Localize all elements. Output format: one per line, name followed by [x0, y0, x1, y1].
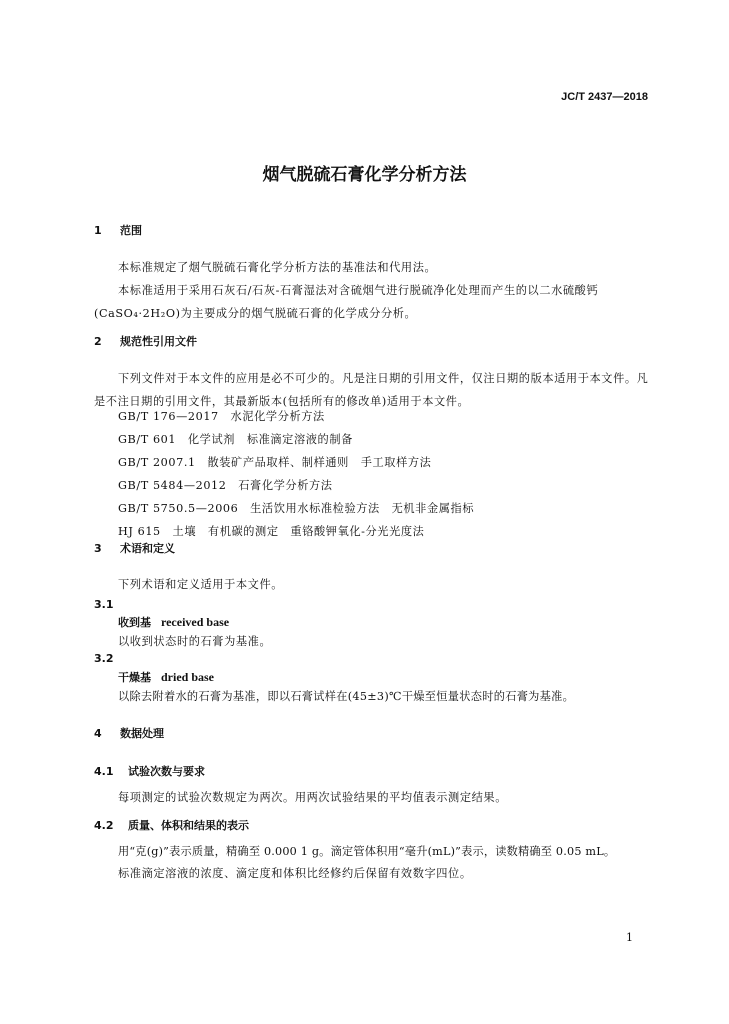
- section-title: 规范性引用文件: [120, 335, 197, 348]
- section-3-intro: 下列术语和定义适用于本文件。: [118, 578, 284, 591]
- term-3-1-definition: 以收到状态时的石膏为基准。: [118, 635, 272, 648]
- reference-item: GB/T 176—2017 水泥化学分析方法: [118, 410, 325, 423]
- term-zh: 收到基: [118, 616, 151, 629]
- term-zh: 干燥基: [118, 671, 151, 684]
- standard-code: JC/T 2437—2018: [561, 91, 648, 103]
- section-3-heading: [94, 540, 175, 556]
- subsection-4-2-paragraph-2: 标准滴定溶液的浓度、滴定度和体积比经修约后保留有效数字四位。: [118, 867, 472, 880]
- section-1-heading: [94, 222, 142, 238]
- reference-item: HJ 615 土壤 有机碳的测定 重铬酸钾氧化-分光光度法: [118, 525, 425, 538]
- reference-item: GB/T 601 化学试剂 标准滴定溶液的制备: [118, 433, 353, 446]
- term-3-2-definition: 以除去附着水的石膏为基准，即以石膏试样在(45±3)℃干燥至恒量状态时的石膏为基准。: [118, 690, 575, 703]
- section-number: 2: [94, 335, 102, 348]
- reference-item: GB/T 5750.5—2006 生活饮用水标准检验方法 无机非金属指标: [118, 502, 475, 515]
- section-2-heading: [94, 333, 197, 349]
- subsection-title: 试验次数与要求: [128, 765, 205, 778]
- section-title: 数据处理: [120, 727, 164, 740]
- section-1-paragraph-1: 本标准规定了烟气脱硫石膏化学分析方法的基准法和代用法。: [118, 261, 437, 274]
- term-3-1-name: [118, 614, 229, 630]
- section-number: 1: [94, 224, 102, 237]
- term-en: dried base: [161, 670, 215, 684]
- reference-item: GB/T 2007.1 散装矿产品取样、制样通则 手工取样方法: [118, 456, 432, 469]
- subsection-4-2-paragraph-1: 用“克(g)”表示质量，精确至 0.000 1 g。滴定管体积用“毫升(mL)”表示，读数精确至 0.05 mL。: [118, 845, 616, 858]
- section-4-heading: [94, 725, 164, 741]
- subsection-4-1-heading: [94, 763, 205, 779]
- term-en: received base: [161, 615, 230, 629]
- term-3-1-number: 3.1: [94, 598, 114, 611]
- subsection-4-2-heading: [94, 817, 249, 833]
- subsection-number: 4.1: [94, 765, 114, 778]
- document-title: 烟气脱硫石膏化学分析方法: [262, 165, 467, 185]
- subsection-number: 4.2: [94, 819, 114, 832]
- section-title: 范围: [120, 224, 142, 237]
- section-2-paragraph-1: 下列文件对于本文件的应用是必不可少的。凡是注日期的引用文件，仅注日期的版本适用于本文件。凡是不注日期的引用文件，其最新版本(包括所有的修改单)适用于本文件。: [94, 372, 649, 408]
- subsection-4-1-paragraph: 每项测定的试验次数规定为两次。用两次试验结果的平均值表示测定结果。: [118, 791, 507, 804]
- term-3-2-number: 3.2: [94, 652, 114, 665]
- section-1-paragraph-2: 本标准适用于采用石灰石/石灰-石膏湿法对含硫烟气进行脱硫净化处理而产生的以二水硫酸钙(CaSO₄·2H₂O)为主要成分的烟气脱硫石膏的化学成分分析。: [94, 284, 599, 320]
- term-3-2-name: [118, 669, 214, 685]
- section-title: 术语和定义: [120, 542, 175, 555]
- page-number: 1: [626, 931, 633, 944]
- reference-item: GB/T 5484—2012 石膏化学分析方法: [118, 479, 333, 492]
- section-number: 3: [94, 542, 102, 555]
- section-number: 4: [94, 727, 102, 740]
- subsection-title: 质量、体积和结果的表示: [128, 819, 249, 832]
